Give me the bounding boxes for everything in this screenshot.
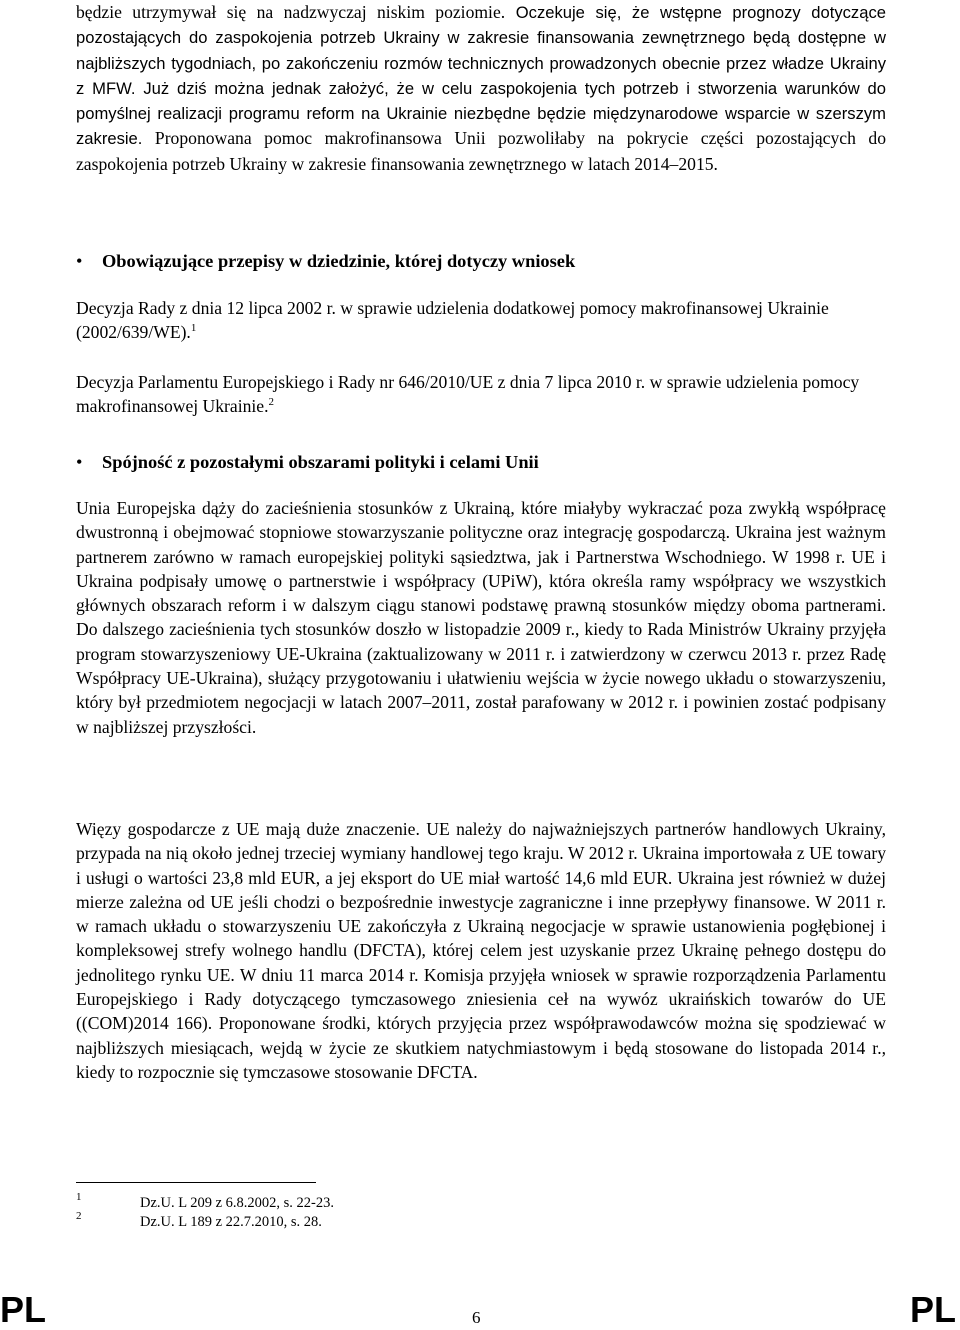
footnote-ref-1[interactable]: 1 bbox=[190, 322, 197, 335]
page-number: 6 bbox=[472, 1308, 481, 1327]
footnote-separator bbox=[76, 1182, 316, 1183]
legal-reference-2010 bbox=[76, 370, 886, 419]
section-heading-text: Spójność z pozostałymi obszarami polityki i celami Unii bbox=[102, 452, 539, 472]
legal-reference-text: Decyzja Rady z dnia 12 lipca 2002 r. w sprawie udzielenia dodatkowej pomocy makrofinansowej Ukrainie (2002/639/WE). bbox=[76, 298, 829, 343]
paragraph-eu-relations: Unia Europejska dąży do zacieśnienia stosunków z Ukrainą, które miałyby wykraczać poza zwykłą współpracę dwustronną i obejmować stopniowe stowarzyszanie polityczne oraz integrację gospodarczą. Ukraina jest ważnym partnerem zarówno w ramach europejskiej polityki sąsiedztwa, jak i Partnerstwa Wschodniego. W 1998 r. UE i Ukraina podpisały umowę o partnerstwie i współpracy (UPiW), która określa ramy współpracy we wszystkich głównych obszarach reform i w dalszym ciągu stanowi podstawę prawną stosunków między oboma partnerami. Do dalszego zacieśnienia tych stosunków doszło w listopadzie 2009 r., kiedy to Rada Ministrów Ukrainy przyjęła program stowarzyszeniowy UE-Ukraina (zaktualizowany w 2011 r. i zatwierdzony w czerwcu 2013 r. przez Radę Współpracy UE-Ukraina), służący przygotowaniu i ułatwieniu wejścia w życie nowego układu o stowarzyszeniu, który był przedmiotem negocjacji w latach 2007–2011, został parafowany w 2012 r. i powinien zostać podpisany w najbliższej przyszłości. bbox=[76, 498, 886, 737]
paragraph-economic-ties: Więzy gospodarcze z UE mają duże znaczenie. UE należy do najważniejszych partnerów handlowych Ukrainy, przypada na nią około jednej trzeciej wymiany handlowej tego kraju. W 2012 r. Ukraina importowała z UE towary i usługi o wartości 23,8 mld EUR, a jej eksport do UE miał wartość 14,6 mld EUR. Ukraina jest również w dużej mierze zależna od UE jeśli chodzi o bezpośrednie inwestycje zagraniczne i inne przepływy finansowe. W 2011 r. w ramach układu o stowarzyszeniu UE zakończyła z Ukrainą negocjacje w sprawie ustanowienia pogłębionej i kompleksowej strefy wolnego handlu (DFCTA), której celem jest uzyskanie przez Ukrainę pełnego dostępu do jednolitego rynku UE. W dniu 11 marca 2014 r. Komisja przyjęła wniosek w sprawie rozporządzenia Parlamentu Europejskiego i Rady dotyczącego tymczasowego zniesienia ceł na wywóz ukraińskich towarów do UE ((COM)2014 166). Proponowane środki, których przyjęcia przez współprawodawców można się spodziewać w najbliższych miesiącach, wejdą w życie ze skutkiem natychmiastowym i będą stosowane do listopada 2014 r., kiedy to rozpocznie się tymczasowe stosowanie DFCTA. bbox=[76, 819, 886, 1082]
paragraph-1-seg-2: Oczekuje się, że wstępne prognozy dotyczące pozostających do zaspokojenia potrzeb Ukrainy w zakresie finansowania zewnętrznego będą dostępne w najbliższych tygodniach, po zakończeniu rozmów technicznych prowadzonych obecnie przez władze Ukrainy z MFW. bbox=[76, 3, 886, 98]
footnote-text: Dz.U. L 209 z 6.8.2002, s. 22-23. bbox=[140, 1195, 334, 1211]
paragraph-financing-needs bbox=[76, 0, 886, 176]
legal-reference-2002 bbox=[76, 296, 886, 345]
footnote-number: 1 bbox=[76, 1191, 82, 1203]
footnote-text: Dz.U. L 189 z 22.7.2010, s. 28. bbox=[140, 1214, 322, 1230]
bullet-icon: • bbox=[76, 452, 83, 472]
legal-reference-text: Decyzja Parlamentu Europejskiego i Rady nr 646/2010/UE z dnia 7 lipca 2010 r. w sprawie udzielenia pomocy makrofinansowej Ukrainie. bbox=[76, 372, 860, 417]
section-heading-text: Obowiązujące przepisy w dziedzinie, której dotyczy wniosek bbox=[102, 251, 576, 271]
paragraph-1-seg-3: Już dziś można jednak założyć, że w celu zaspokojenia tych potrzeb i stworzenia warunków do pomyślnej realizacji programu reform na Ukrainie niezbędne będzie międzynarodowe wsparcie w szerszym zakresie. bbox=[76, 78, 886, 149]
footer-language-code-left: PL bbox=[0, 1289, 47, 1330]
bullet-icon: • bbox=[76, 251, 83, 271]
paragraph-1-seg-1: będzie utrzymywał się na nadzwyczaj niskim poziomie. bbox=[76, 2, 506, 22]
footnote-ref-2[interactable]: 2 bbox=[268, 396, 274, 409]
footnote-number: 2 bbox=[76, 1210, 82, 1222]
paragraph-1-seg-4: Proponowana pomoc makrofinansowa Unii pozwoliłaby na pokrycie części pozostających do zaspokojenia potrzeb Ukrainy w zakresie finansowania zewnętrznego w latach 2014–2015. bbox=[76, 128, 886, 174]
footer-language-code-right: PL bbox=[909, 1289, 956, 1330]
